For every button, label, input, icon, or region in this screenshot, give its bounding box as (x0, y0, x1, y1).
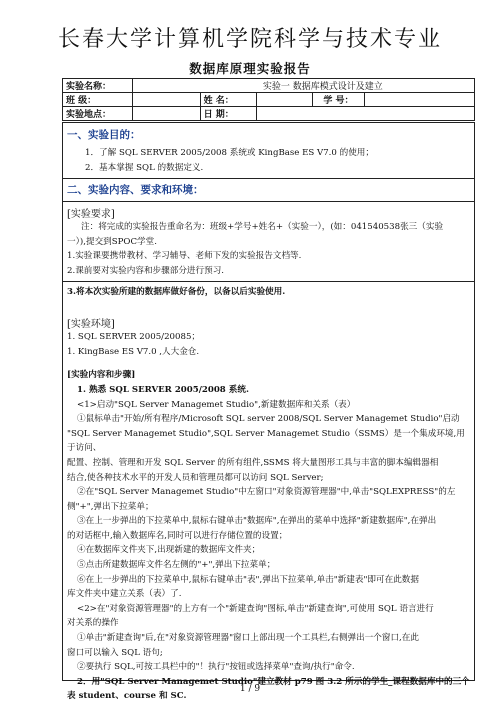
info-table (62, 78, 475, 121)
task-2-line: 表 student、course 和 SC. (67, 691, 187, 702)
rule-item-1: 1.实验课要携带教材、学习辅导、老师下发的实验报告文档等. (67, 251, 302, 262)
environment-heading: [实验环境] (67, 319, 115, 331)
step-2-intro-line: 对关系的操作 (67, 618, 119, 629)
step-1-title: 1. 熟悉 SQL SERVER 2005/2008 系统. (77, 384, 249, 395)
steps-heading: [实验内容和步骤] (67, 370, 136, 381)
step-1-para-1-line: "SQL Server Managemet Studio",SQL Server Managemet Studio（SSMS）是一个集成环境,用于访问、 (67, 428, 465, 454)
section-content-heading: 二、实验内容、要求和环境： (67, 184, 204, 197)
info-row-course (63, 79, 475, 93)
report-subtitle: 数据库原理实验报告 (189, 61, 311, 76)
step-2-para-1-line: 窗口可以输入 SQL 语句; (67, 647, 163, 658)
course-value: 实验一 数据库模式设计及建立 (132, 79, 474, 93)
step-2-para-1-line: ①单击"新建查询"后,在"对象资源管理器"窗口上部出现一个工具栏,右侧弹出一个窗口,在此 (77, 633, 419, 644)
name-value (256, 93, 313, 107)
environment-item-2: 1. KingBase ES V7.0 ,人大金仓. (67, 346, 200, 357)
student-no-label: 学 号： (313, 93, 365, 107)
objective-item-1: 1．了解 SQL SERVER 2005/2008 系统或 KingBase ES V7.0 的使用； (85, 148, 374, 158)
step-2-intro-line: <2>在"对象资源管理器"的上方有一个"新建查询"图标,单击"新建查询",可使用 SQL 语言进行 (77, 603, 434, 614)
page-number: 1 / 9 (239, 684, 261, 694)
requirements-line-2: 一）),提交到SPOC学堂. (67, 236, 157, 247)
step-1-para-4: ④在数据库文件夹下,出现新建的数据库文件夹； (77, 545, 261, 556)
name-label: 姓 名： (200, 93, 256, 107)
step-1-para-1-line: 配置、控制、管理和开发 SQL Server 的所有组件,SSMS 将大量图形工具与丰富的脚本编辑器相 (67, 457, 439, 468)
section-divider (63, 201, 474, 202)
step-2-para-2: ②要执行 SQL,可按工具栏中的"！执行"按钮或选择菜单"查询/执行"命令. (77, 662, 355, 673)
place-value (132, 107, 200, 121)
step-1-para-1-line: ①鼠标单击"开始/所有程序/Microsoft SQL server 2008/SQL Server Managemet Studio"启动 (77, 414, 460, 425)
info-row-place (63, 107, 475, 121)
step-1-para-6-line: 库文件夹中建立关系（表）了. (67, 589, 182, 600)
date-value (256, 107, 474, 121)
step-1-para-3-line: 的对话框中,输入数据库名,同时可以进行存储位置的设置； (67, 530, 288, 541)
step-1-para-2-line: 侧"+",弹出下拉菜单； (67, 501, 154, 512)
section-divider (63, 178, 474, 179)
backup-note: 3.将本次实验所建的数据库做好备份，以备以后实验使用. (67, 286, 286, 297)
rule-item-2: 2.课前要对实验内容和步骤部分进行预习. (67, 265, 225, 276)
section-divider (63, 281, 474, 282)
document-title: 长春大学计算机学院科学与技术专业 (57, 27, 442, 52)
task-2-line: 2．用"SQL Server Managemet Studio"建立教材 p79 图 3.2 所示的学生_课程数据库中的三个 (77, 676, 470, 687)
place-label: 实验地点： (63, 107, 133, 121)
class-value (132, 93, 200, 107)
section-objectives-heading: 一、实验目的： (67, 129, 141, 141)
student-no-value (365, 93, 475, 107)
date-label: 日 期： (200, 107, 256, 121)
class-label: 班 级： (63, 93, 133, 107)
course-label: 实验名称： (63, 79, 133, 93)
step-1-para-3-line: ③在上一步弹出的下拉菜单中,鼠标右键单击"数据库",在弹出的菜单中选择"新建数据库",在弹出 (77, 516, 437, 527)
step-1-intro: <1>启动"SQL Server Managemet Studio",新建数据库和关系（表） (77, 399, 356, 410)
environment-item-1: 1. SQL SERVER 2005/20085； (67, 332, 201, 343)
step-1-para-2-line: ②在"SQL Server Managemet Studio"中左窗口"对象资源管理器"中,单击"SQLEXPRESS"的左 (77, 487, 456, 498)
step-1-para-1-line: 结合,使各种技术水平的开发人员和管理员都可以访问 SQL Server; (67, 472, 324, 483)
step-1-para-5: ⑤点击所建数据库文件名左侧的"+",弹出下拉菜单； (77, 560, 276, 571)
requirements-line-1: 注：将完成的实验报告重命名为：班级+学号+姓名+（实验一），(如：041540538张三（实验 (81, 222, 444, 233)
objective-item-2: 2．基本掌握 SQL 的数据定义. (85, 162, 204, 173)
info-row-class (63, 93, 475, 107)
requirements-heading: [实验要求] (67, 209, 115, 221)
step-1-para-6-line: ⑥在上一步弹出的下拉菜单中,鼠标右键单击"表",弹出下拉菜单,单击"新建表"即可在此数据 (77, 574, 419, 585)
